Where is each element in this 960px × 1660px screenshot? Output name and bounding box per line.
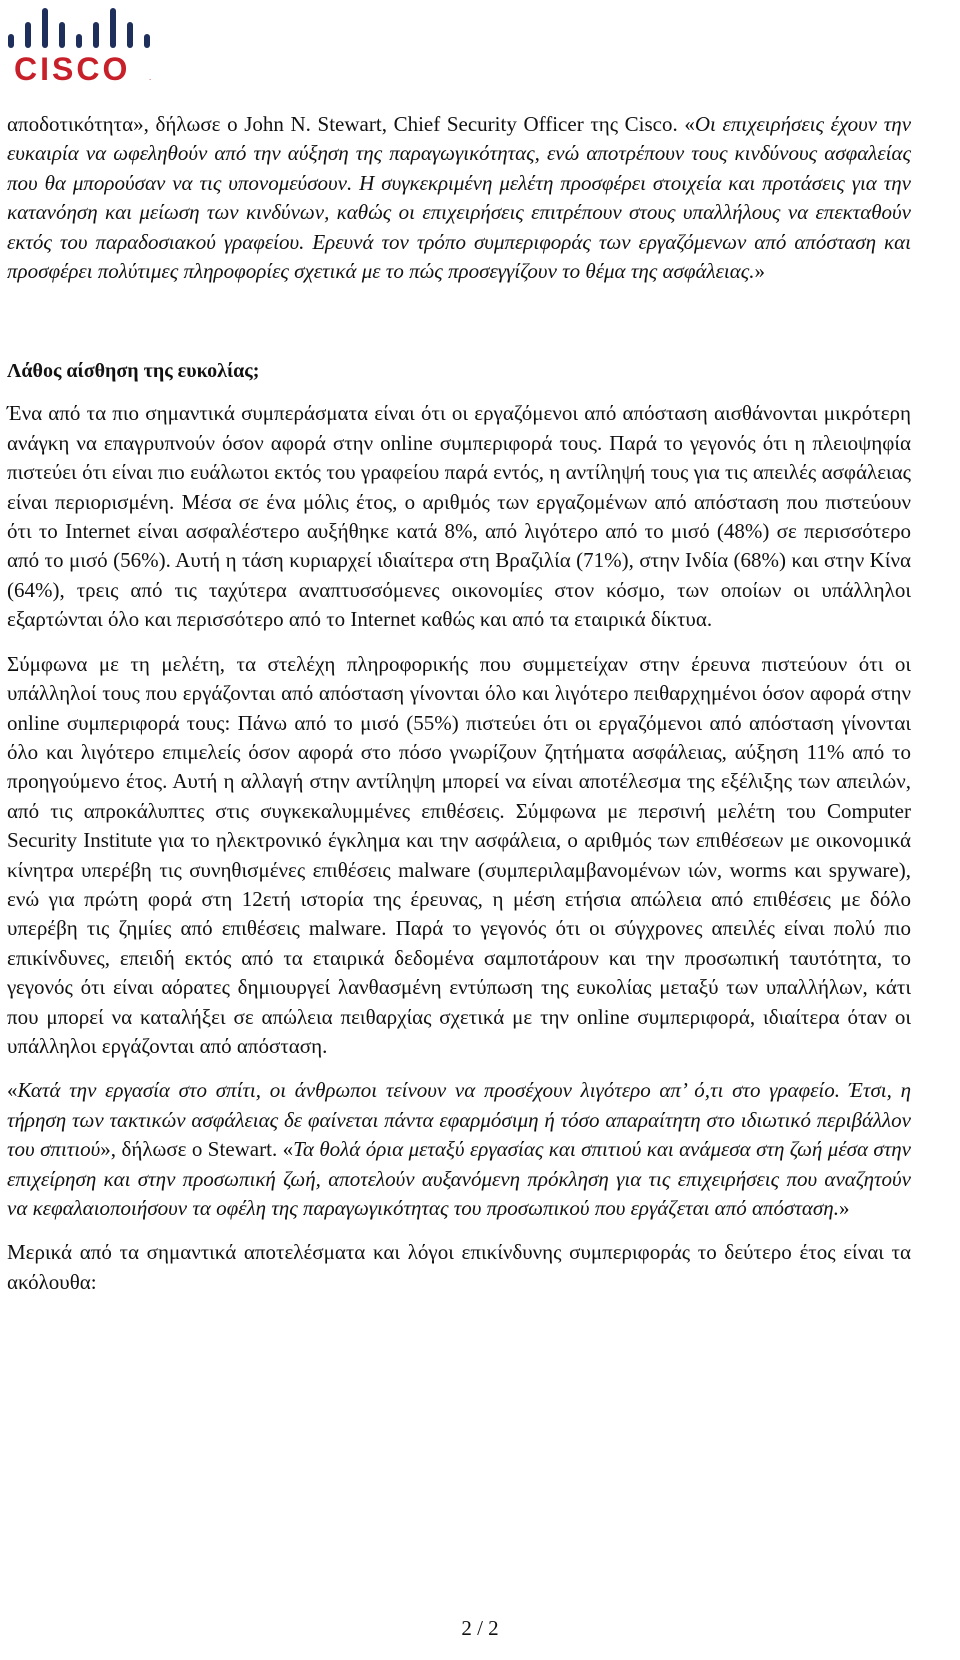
quote-text: Οι επιχειρήσεις έχουν την ευκαιρία να ωφεληθούν από την αύξηση της παραγωγικότητας, ενώ αποτρέπουν τους κινδύνους ασφαλείας που θα μπορούσαν να τις υπονομεύσουν. Η συγκεκριμένη μελέτη προσφέρει στοιχεία και προτάσεις για την κατανόηση και μείωση των κινδύνων, καθώς οι επιχειρήσεις επιτρέπουν στους υπαλλήλους να επεκταθούν εκτός του παραδοσιακού γραφείου. Ερευνά τον τρόπο συμπεριφοράς των εργαζόμενων από απόσταση και προσφέρει πολύτιμες πληροφορίες σχετικά με το πώς προσεγγίζουν το θέμα της ασφάλειας.	[7, 112, 912, 284]
article-body	[7, 110, 911, 1297]
paragraph-quote-stewart	[7, 110, 911, 286]
paragraph-results-intro: Μερικά από τα σημαντικά αποτελέσματα και λόγοι επικίνδυνης συμπεριφοράς το δεύτερο έτος είναι τα ακόλουθα:	[7, 1240, 911, 1294]
cisco-logo-icon	[6, 4, 166, 86]
quote-close: »	[838, 1196, 850, 1220]
paragraph-findings: Ένα από τα πιο σημαντικά συμπεράσματα είναι ότι οι εργαζόμενοι από απόσταση αισθάνονται μικρότερη ανάγκη να επαγρυπνούν όσον αφορά στην online συμπεριφορά τους. Παρά το γεγονός ότι η πλειοψηφία πιστεύει ότι είναι πιο ευάλωτοι εκτός του γραφείου παρά εντός, η αντίληψή τους για τις απειλές ασφάλειας είναι περιορισμένη. Μέσα σε ένα μόλις έτος, ο αριθμός των εργαζομένων από απόσταση που πιστεύουν ότι το Internet είναι ασφαλέστερο αυξήθηκε κατά 8%, από λιγότερο από το μισό (48%) σε περισσότερο από το μισό (56%). Αυτή η τάση κυριαρχεί ιδιαίτερα στη Βραζιλία (71%), στην Ινδία (68%) και στην Κίνα (64%), τρεις από τις ταχύτερα αναπτυσσόμενες οικονομίες στον κόσμο, των οποίων οι υπάλληλοι εξαρτώνται όλο και περισσότερο από το Internet καθώς και από τα εταιρικά δίκτυα.	[7, 401, 911, 632]
quote-text: Κατά την εργασία στο σπίτι, οι άνθρωποι τείνουν να προσέχουν λιγότερο απ’ ό,τι στο γραφείο. Έτσι, η τήρηση των τακτικών ασφάλειας δε φαίνεται πάντα εφαρμόσιμη ή τόσο απαραίτητη στο ιδιωτικό περιβάλλον του σπιτιού	[7, 1078, 911, 1162]
paragraph-it-executives: Σύμφωνα με τη μελέτη, τα στελέχη πληροφορικής που συμμετείχαν στην έρευνα πιστεύουν ότι οι υπάλληλοί τους που εργάζονται από απόσταση γίνονται όλο και λιγότερο πειθαρχημένοι όσον αφορά στην online συμπεριφορά τους: Πάνω από το μισό (55%) πιστεύει ότι οι εργαζόμενοι από απόσταση γίνονται όλο και λιγότερο επιμελείς όσον αφορά στο πόσο γνωρίζουν ζητήματα ασφάλειας, αύξηση 11% από το προηγούμενο έτος. Αυτή η αλλαγή στην αντίληψη μπορεί να είναι αποτέλεσμα της εξέλιξης των απειλών, από τις απροκάλυπτες στις συγκεκαλυμμένες επιθέσεις. Σύμφωνα με περσινή μελέτη του Computer Security Institute για το ηλεκτρονικό έγκλημα και την ασφάλεια, ο αριθμός των επιθέσεων με οικονομικά κίνητρα υπερέβη τις συνηθισμένες επιθέσεις malware (συμπεριλαμβανομένων ιών, worms και spyware), ενώ για πρώτη φορά στη 12ετή ιστορία της έρευνας, η μέση ετήσια απώλεια από επιθέσεις με δόλο υπερέβη τις ζημίες από επιθέσεις malware. Παρά το γεγονός ότι οι σύγχρονες απειλές είναι πολύ πιο επικίνδυνες, επειδή εκτός από τα εταιρικά δεδομένα σαμποτάρουν και την προσωπική ταυτότητα, το γεγονός ότι είναι αόρατες δημιουργεί λανθασμένη εντύπωση της ευκολίας μεταξύ των υπαλλήλων, κάτι που μπορεί να καταλήξει σε απώλεια πειθαρχίας σχετικά με την online συμπεριφορά, ιδιαίτερα όταν οι υπάλληλοι εργάζονται από απόσταση.	[7, 651, 911, 1058]
page-number: 2 / 2	[461, 1616, 499, 1640]
paragraph-text: αποδοτικότητα», δήλωσε ο John N. Stewart, Chief Security Officer της Cisco. «	[7, 112, 695, 136]
svg-text:CISCO: CISCO	[14, 51, 131, 86]
quote-open: «	[7, 1078, 18, 1103]
svg-text:.: .	[149, 73, 152, 82]
quote-close: »	[754, 259, 766, 284]
paragraph-text: », δήλωσε ο Stewart. «	[100, 1137, 294, 1162]
paragraph-quote-home-work	[7, 1076, 911, 1223]
quote-text: Τα θολά όρια μεταξύ εργασίας και σπιτιού και ανάμεσα στη ζωή μέσα στην επιχείρηση και στην προσωπική ζωή, αποτελούν αυξανόμενη πρόκληση για τις επιχειρήσεις που αναζητούν να κεφαλαιοποιήσουν τα οφέλη της παραγωγικότητας του προσωπικού που εργάζεται από απόσταση.	[7, 1137, 911, 1220]
cisco-logo	[6, 4, 166, 86]
section-heading: Λάθος αίσθηση της ευκολίας;	[7, 360, 260, 383]
